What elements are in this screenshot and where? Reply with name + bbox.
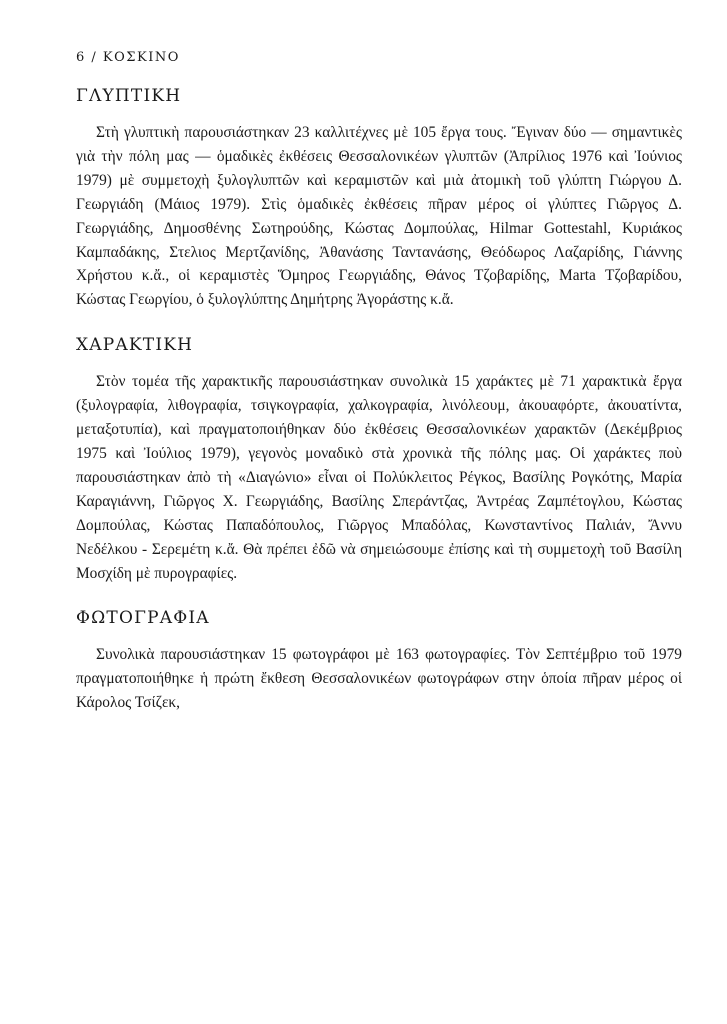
section-paragraph-sculpture: Στὴ γλυπτικὴ παρουσιάστηκαν 23 καλλιτέχνες μὲ 105 ἔργα τους. Ἔγιναν δύο — σημαντικὲς γιὰ τὴν πόλη μας — ὁμαδικὲς ἐκθέσεις Θεσσαλονικέων γλυπτῶν (Ἀπρίλιος 1976 καὶ Ἰούνιος 1979) μὲ συμμετοχὴ ξυλογλυπτῶν καὶ κεραμιστῶν καὶ μιὰ ἀτομικὴ τοῦ γλύπτη Γιώργου Δ. Γεωργιάδη (Μάιος 1979). Στὶς ὁμαδικὲς ἐκθέσεις πῆραν μέρος οἱ γλύπτες Γιῶργος Δ. Γεωργιάδης, Δημοσθένης Σωτηρούδης, Κώστας Δομπούλας, Hilmar Gottestahl, Κυριάκος Καμπαδάκης, Στελιος Μερτζανίδης, Ἀθανάσης Ταντανάσης, Θεόδωρος Λαζαρίδης, Γιάννης Χρήστου κ.ἄ., οἱ κεραμιστὲς Ὅμηρος Γεωργιάδης, Θάνος Τζοβαρίδης, Marta Τζοβαρίδου, Κώστας Γεωργίου, ὁ ξυλογλύπτης Δημήτρης Ἀγοράστης κ.ἄ. (76, 124, 682, 309)
section-title-photography: ΦΩΤΟΓΡΑΦΙΑ (76, 608, 210, 629)
page-content (76, 50, 682, 715)
section-title-sculpture: ΓΛΥΠΤΙΚΗ (76, 86, 182, 106)
section-photography (76, 605, 682, 715)
section-engraving (76, 332, 682, 585)
section-paragraph-photography: Συνολικὰ παρουσιάστηκαν 15 φωτογράφοι μὲ 163 φωτογραφίες. Τὸν Σεπτέμβριο τοῦ 1979 πραγματοποιήθηκε ἡ πρώτη ἔκθεση Θεσσαλονικέων φωτογράφων στην ὁποία πῆραν μέρος οἱ Κάρολος Τσίζεκ, (76, 646, 682, 712)
section-title-engraving: ΧΑΡΑΚΤΙΚΗ (76, 335, 194, 356)
section-paragraph-engraving: Στὸν τομέα τῆς χαρακτικῆς παρουσιάστηκαν συνολικὰ 15 χαράκτες μὲ 71 χαρακτικὰ ἔργα (ξυλογραφία, λιθογραφία, τσιγκογραφία, χαλκογραφία, λινόλεουμ, ἀκουαφόρτε, ἀκουατίντα, μεταξοτυπία), καὶ πραγματοποιήθηκαν δύο ἐκθέσεις Θεσσαλονικέων χαρακτῶν (Δεκέμβριος 1975 καὶ Ἰούλιος 1979), γεγονὸς μοναδικὸ στὰ χρονικὰ τῆς πόλης μας. Οἱ χαράκτες ποὺ παρουσιάστηκαν ἀπὸ τὴ «Διαγώνιο» εἶναι οἱ Πολύκλειτος Ρέγκος, Βασίλης Ρογκότης, Μαρία Καραγιάννη, Γιῶργος Χ. Γεωργιάδης, Βασίλης Σπεράντζας, Ἀντρέας Ζαμπέτογλου, Κώστας Δομπούλας, Κώστας Παπαδόπουλος, Γιῶργος Μπαδόλας, Κωνσταντίνος Παλιάν, Ἄννυ Νεδέλκου - Σερεμέτη κ.ἄ. Θὰ πρέπει ἐδῶ νὰ σημειώσουμε ἐπίσης καὶ τὴ συμμετοχὴ τοῦ Βασίλη Μοσχίδη μὲ πυρογραφίες. (76, 373, 682, 582)
section-sculpture (76, 83, 682, 312)
running-head: 6 / ΚΟΣΚΙΝΟ (76, 50, 180, 65)
